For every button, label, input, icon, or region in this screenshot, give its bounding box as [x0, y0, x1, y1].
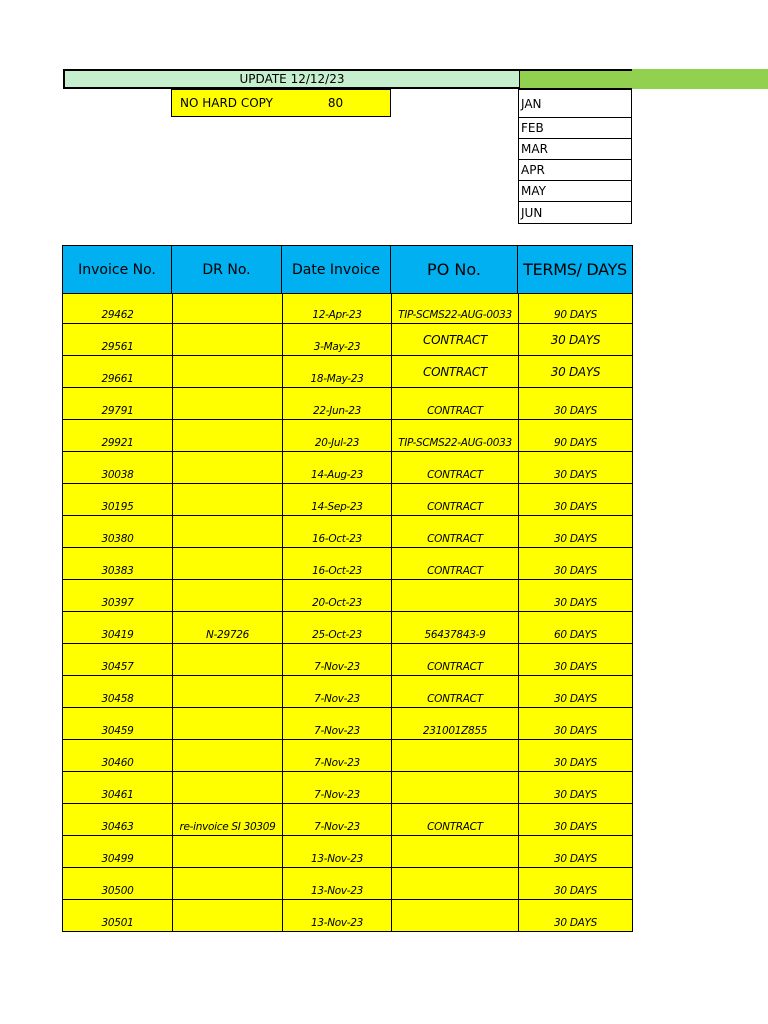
table-row	[62, 516, 633, 548]
terms-days-cell: 30 DAYS	[518, 836, 633, 868]
po-number-cell: CONTRACT	[391, 484, 518, 516]
table-row	[62, 548, 633, 580]
po-number-cell: CONTRACT	[391, 356, 518, 388]
dr-number-cell	[172, 484, 282, 516]
dr-number-cell	[172, 452, 282, 484]
dr-number-cell	[172, 580, 282, 612]
po-number-cell: CONTRACT	[391, 676, 518, 708]
po-number-cell: CONTRACT	[391, 452, 518, 484]
table-row	[62, 708, 633, 740]
date-invoice-cell: 13-Nov-23	[282, 868, 391, 900]
month-apr: APR	[518, 160, 632, 181]
po-number-cell	[391, 772, 518, 804]
invoice-number-cell: 30038	[62, 452, 172, 484]
dr-number-cell	[172, 324, 282, 356]
date-invoice-cell: 22-Jun-23	[282, 388, 391, 420]
table-row	[62, 580, 633, 612]
dr-number-cell	[172, 900, 282, 932]
table-row	[62, 612, 633, 644]
table-row	[62, 484, 633, 516]
date-invoice-cell: 13-Nov-23	[282, 900, 391, 932]
date-invoice-cell: 14-Aug-23	[282, 452, 391, 484]
terms-days-cell: 30 DAYS	[518, 388, 633, 420]
header-date-invoice: Date Invoice	[282, 245, 391, 294]
date-invoice-cell: 7-Nov-23	[282, 772, 391, 804]
dr-number-cell	[172, 740, 282, 772]
terms-days-cell: 30 DAYS	[518, 804, 633, 836]
po-number-cell: TIP-SCMS22-AUG-0033	[391, 294, 518, 324]
terms-days-cell: 30 DAYS	[518, 356, 633, 388]
invoice-number-cell: 29661	[62, 356, 172, 388]
invoice-number-cell: 30419	[62, 612, 172, 644]
date-invoice-cell: 3-May-23	[282, 324, 391, 356]
invoice-number-cell: 30195	[62, 484, 172, 516]
table-row	[62, 388, 633, 420]
dr-number-cell	[172, 356, 282, 388]
terms-days-cell: 30 DAYS	[518, 740, 633, 772]
terms-days-cell: 30 DAYS	[518, 484, 633, 516]
terms-days-cell: 30 DAYS	[518, 516, 633, 548]
invoice-number-cell: 30383	[62, 548, 172, 580]
date-invoice-cell: 7-Nov-23	[282, 804, 391, 836]
terms-days-cell: 90 DAYS	[518, 294, 633, 324]
terms-days-cell: 60 DAYS	[518, 612, 633, 644]
po-number-cell: CONTRACT	[391, 804, 518, 836]
po-number-cell: TIP-SCMS22-AUG-0033	[391, 420, 518, 452]
date-invoice-cell: 13-Nov-23	[282, 836, 391, 868]
month-may: MAY	[518, 181, 632, 202]
table-row	[62, 644, 633, 676]
date-invoice-cell: 12-Apr-23	[282, 294, 391, 324]
table-row	[62, 420, 633, 452]
invoice-number-cell: 30380	[62, 516, 172, 548]
green-header-cell	[520, 69, 632, 89]
terms-days-cell: 30 DAYS	[518, 708, 633, 740]
po-number-cell	[391, 836, 518, 868]
invoice-number-cell: 30457	[62, 644, 172, 676]
po-number-cell: CONTRACT	[391, 324, 518, 356]
date-invoice-cell: 25-Oct-23	[282, 612, 391, 644]
po-number-cell	[391, 580, 518, 612]
invoice-number-cell: 30501	[62, 900, 172, 932]
dr-number-cell	[172, 644, 282, 676]
po-number-cell: 56437843-9	[391, 612, 518, 644]
header-dr-no: DR No.	[172, 245, 282, 294]
no-hard-copy-label: NO HARD COPY	[171, 89, 282, 117]
table-row	[62, 900, 633, 932]
po-number-cell: 231001Z855	[391, 708, 518, 740]
dr-number-cell	[172, 516, 282, 548]
no-hard-copy-value: 80	[281, 89, 391, 117]
terms-days-cell: 30 DAYS	[518, 868, 633, 900]
invoice-number-cell: 29921	[62, 420, 172, 452]
month-jun: JUN	[518, 202, 632, 224]
date-invoice-cell: 20-Jul-23	[282, 420, 391, 452]
table-row	[62, 452, 633, 484]
invoice-number-cell: 30458	[62, 676, 172, 708]
terms-days-cell: 30 DAYS	[518, 772, 633, 804]
date-invoice-cell: 7-Nov-23	[282, 644, 391, 676]
date-invoice-cell: 7-Nov-23	[282, 676, 391, 708]
po-number-cell	[391, 868, 518, 900]
dr-number-cell	[172, 708, 282, 740]
table-row	[62, 740, 633, 772]
green-strip	[632, 69, 768, 89]
invoice-number-cell: 30397	[62, 580, 172, 612]
date-invoice-cell: 20-Oct-23	[282, 580, 391, 612]
date-invoice-cell: 16-Oct-23	[282, 548, 391, 580]
table-row	[62, 356, 633, 388]
invoice-number-cell: 30463	[62, 804, 172, 836]
table-row	[62, 324, 633, 356]
date-invoice-cell: 7-Nov-23	[282, 740, 391, 772]
po-number-cell: CONTRACT	[391, 516, 518, 548]
po-number-cell	[391, 900, 518, 932]
po-number-cell	[391, 740, 518, 772]
terms-days-cell: 30 DAYS	[518, 324, 633, 356]
po-number-cell: CONTRACT	[391, 388, 518, 420]
po-number-cell: CONTRACT	[391, 548, 518, 580]
dr-number-cell	[172, 772, 282, 804]
table-row	[62, 676, 633, 708]
month-jan: JAN	[518, 89, 632, 118]
invoice-number-cell: 29462	[62, 294, 172, 324]
dr-number-cell	[172, 420, 282, 452]
table-row	[62, 772, 633, 804]
dr-number-cell	[172, 294, 282, 324]
dr-number-cell: re-invoice SI 30309	[172, 804, 282, 836]
update-label: UPDATE 12/12/23	[63, 69, 520, 89]
invoice-table-body	[62, 294, 633, 932]
terms-days-cell: 30 DAYS	[518, 580, 633, 612]
invoice-number-cell: 30460	[62, 740, 172, 772]
table-row	[62, 294, 633, 324]
invoice-number-cell: 30500	[62, 868, 172, 900]
header-invoice-no: Invoice No.	[62, 245, 172, 294]
header-terms-days: TERMS/ DAYS	[518, 245, 633, 294]
terms-days-cell: 30 DAYS	[518, 548, 633, 580]
date-invoice-cell: 14-Sep-23	[282, 484, 391, 516]
invoice-number-cell: 30461	[62, 772, 172, 804]
table-row	[62, 868, 633, 900]
month-mar: MAR	[518, 139, 632, 160]
dr-number-cell	[172, 388, 282, 420]
dr-number-cell: N-29726	[172, 612, 282, 644]
terms-days-cell: 30 DAYS	[518, 644, 633, 676]
table-row	[62, 836, 633, 868]
terms-days-cell: 30 DAYS	[518, 676, 633, 708]
dr-number-cell	[172, 676, 282, 708]
month-feb: FEB	[518, 118, 632, 139]
date-invoice-cell: 7-Nov-23	[282, 708, 391, 740]
po-number-cell: CONTRACT	[391, 644, 518, 676]
terms-days-cell: 90 DAYS	[518, 420, 633, 452]
invoice-number-cell: 30499	[62, 836, 172, 868]
date-invoice-cell: 16-Oct-23	[282, 516, 391, 548]
invoice-number-cell: 30459	[62, 708, 172, 740]
terms-days-cell: 30 DAYS	[518, 900, 633, 932]
date-invoice-cell: 18-May-23	[282, 356, 391, 388]
dr-number-cell	[172, 548, 282, 580]
table-row	[62, 804, 633, 836]
header-po-no: PO No.	[391, 245, 518, 294]
dr-number-cell	[172, 836, 282, 868]
terms-days-cell: 30 DAYS	[518, 452, 633, 484]
dr-number-cell	[172, 868, 282, 900]
invoice-number-cell: 29561	[62, 324, 172, 356]
invoice-number-cell: 29791	[62, 388, 172, 420]
